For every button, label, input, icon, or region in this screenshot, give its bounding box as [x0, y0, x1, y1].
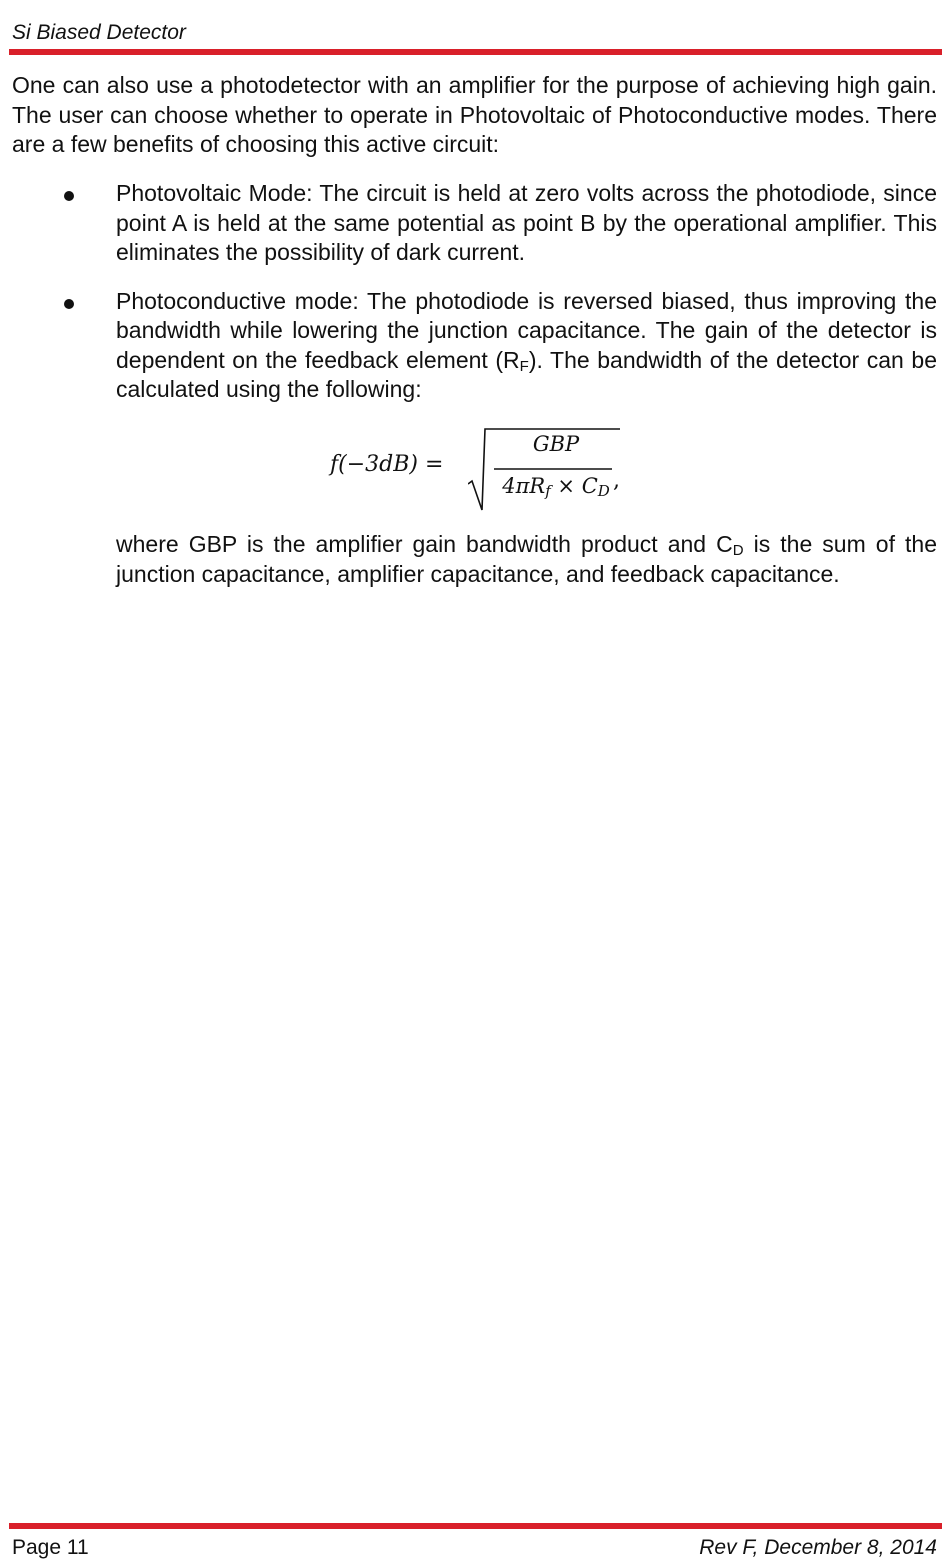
formula-explanation	[116, 530, 937, 589]
capacitance-subscript: D	[732, 542, 744, 559]
explanation-part: where GBP is the amplifier gain bandwidth product and C	[116, 531, 733, 557]
header-rule	[9, 49, 942, 55]
denominator-part: 4πR	[502, 474, 546, 498]
bandwidth-formula	[330, 424, 630, 516]
page-number: Page 11	[12, 1536, 89, 1559]
bullet-text-part: Photoconductive mode: The photodiode is reversed biased, thus improving the bandwidth while lowering the junction capacitance. The gain of the detector is dependent on the feedback element (R	[116, 287, 937, 373]
bullet-text-part: ). The bandwidth of the detector can be calculated using the following:	[116, 346, 937, 402]
footer-rule	[9, 1523, 942, 1529]
bullet-item-photoconductive	[0, 287, 950, 405]
formula-comma: ,	[613, 468, 620, 493]
bullet-text: Photovoltaic Mode: The circuit is held at zero volts across the photodiode, since point A is held at the same potential as point B by the operational amplifier. This eliminates the possibility of dark current.	[116, 180, 937, 265]
bullet-text	[116, 287, 937, 405]
bullet-icon	[64, 191, 74, 201]
formula-denominator	[493, 474, 619, 498]
explanation-part: is the sum of the junction capacitance, amplifier capacitance, and feedback capacitance.	[116, 531, 938, 587]
feedback-subscript: F	[519, 357, 529, 375]
bullet-item-photovoltaic	[0, 179, 950, 268]
intro-paragraph: One can also use a photodetector with an amplifier for the purpose of achieving high gain. The user can choose whether to operate in Photovoltaic of Photoconductive modes. There are a few benefits of choosing this active circuit:	[12, 72, 937, 157]
revision-date: Rev F, December 8, 2014	[699, 1536, 937, 1559]
denominator-part: × C	[550, 474, 598, 498]
denominator-subscript: f	[545, 482, 551, 500]
denominator-subscript: D	[597, 482, 610, 500]
formula-numerator: GBP	[532, 432, 580, 456]
formula-lhs: f(−3dB) =	[330, 452, 444, 477]
bullet-list	[0, 179, 950, 424]
bullet-icon	[64, 299, 74, 309]
header-title: Si Biased Detector	[12, 21, 186, 44]
